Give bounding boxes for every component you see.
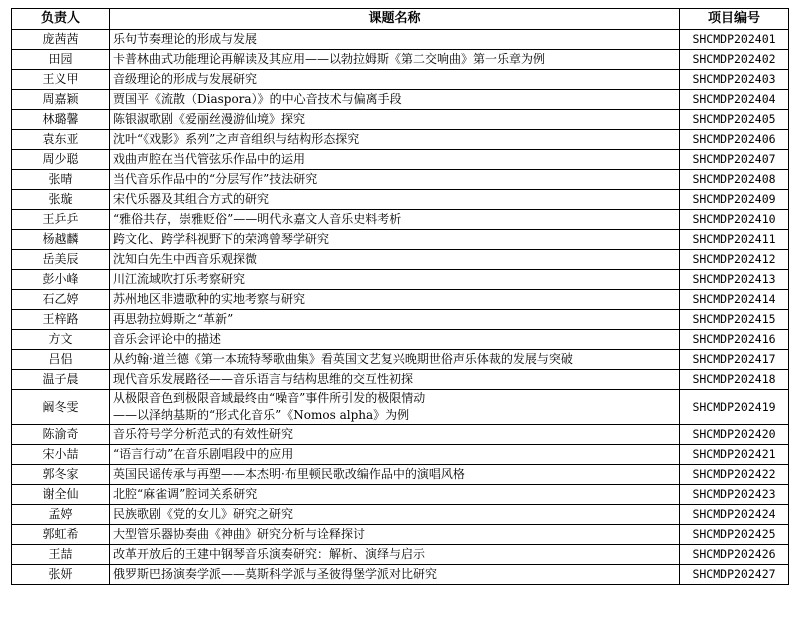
cell-code: SHCMDP202421 [680, 445, 789, 465]
table-row [12, 390, 789, 425]
cell-code: SHCMDP202412 [680, 250, 789, 270]
cell-code: SHCMDP202415 [680, 310, 789, 330]
cell-title: 北腔“麻雀调”腔词关系研究 [110, 485, 680, 505]
cell-title: 宋代乐器及其组合方式的研究 [110, 190, 680, 210]
cell-name: 宋小喆 [12, 445, 110, 465]
table-body [12, 30, 789, 585]
cell-code: SHCMDP202424 [680, 505, 789, 525]
cell-title: 苏州地区非遗歌种的实地考察与研究 [110, 290, 680, 310]
cell-name: 吕侣 [12, 350, 110, 370]
project-table [11, 8, 789, 585]
cell-name: 周少聪 [12, 150, 110, 170]
header-row [12, 9, 789, 30]
table-row [12, 425, 789, 445]
table-row [12, 565, 789, 585]
cell-title: 沈知白先生中西音乐观探微 [110, 250, 680, 270]
cell-name: 林璐馨 [12, 110, 110, 130]
cell-title: 跨文化、跨学科视野下的荣鸿曾琴学研究 [110, 230, 680, 250]
table-row [12, 445, 789, 465]
cell-title: 改革开放后的王建中钢琴音乐演奏研究：解析、演绎与启示 [110, 545, 680, 565]
table-row [12, 465, 789, 485]
table-row [12, 230, 789, 250]
cell-title: 贾国平《流散（Diaspora）》的中心音技术与偏离手段 [110, 90, 680, 110]
table-row [12, 90, 789, 110]
cell-code: SHCMDP202403 [680, 70, 789, 90]
table-row [12, 210, 789, 230]
cell-code: SHCMDP202402 [680, 50, 789, 70]
cell-title: 民族歌剧《党的女儿》研究之研究 [110, 505, 680, 525]
table-row [12, 310, 789, 330]
table-row [12, 485, 789, 505]
cell-title: 陈银淑歌剧《爱丽丝漫游仙境》探究 [110, 110, 680, 130]
cell-code: SHCMDP202422 [680, 465, 789, 485]
table-row [12, 170, 789, 190]
table-row [12, 370, 789, 390]
cell-title: 大型管乐器协奏曲《神曲》研究分析与诠释探讨 [110, 525, 680, 545]
cell-title: 卡普林曲式功能理论再解读及其应用——以勃拉姆斯《第二交响曲》第一乐章为例 [110, 50, 680, 70]
header-name: 负责人 [12, 9, 110, 30]
cell-code: SHCMDP202410 [680, 210, 789, 230]
cell-code: SHCMDP202406 [680, 130, 789, 150]
cell-name: 郭冬家 [12, 465, 110, 485]
cell-code: SHCMDP202411 [680, 230, 789, 250]
table-row [12, 30, 789, 50]
cell-code: SHCMDP202404 [680, 90, 789, 110]
table-row [12, 505, 789, 525]
table-row [12, 150, 789, 170]
cell-name: 郭虹希 [12, 525, 110, 545]
table-row [12, 130, 789, 150]
cell-name: 王义甲 [12, 70, 110, 90]
cell-name: 谢全仙 [12, 485, 110, 505]
cell-code: SHCMDP202423 [680, 485, 789, 505]
cell-name: 岳美辰 [12, 250, 110, 270]
cell-title: 音乐会评论中的描述 [110, 330, 680, 350]
cell-title: 从约翰·道兰德《第一本琉特琴歌曲集》看英国文艺复兴晚期世俗声乐体裁的发展与突破 [110, 350, 680, 370]
cell-name: 孟婷 [12, 505, 110, 525]
cell-title: 乐句节奏理论的形成与发展 [110, 30, 680, 50]
table-row [12, 70, 789, 90]
table-row [12, 330, 789, 350]
cell-name: 杨越麟 [12, 230, 110, 250]
header-title: 课题名称 [110, 9, 680, 30]
cell-code: SHCMDP202407 [680, 150, 789, 170]
cell-title: 英国民谣传承与再塑——本杰明·布里顿民歌改编作品中的演唱风格 [110, 465, 680, 485]
cell-code: SHCMDP202401 [680, 30, 789, 50]
cell-code: SHCMDP202426 [680, 545, 789, 565]
cell-title: 再思勃拉姆斯之“革新” [110, 310, 680, 330]
cell-code: SHCMDP202405 [680, 110, 789, 130]
cell-name: 张晴 [12, 170, 110, 190]
table-row [12, 250, 789, 270]
table-row [12, 110, 789, 130]
cell-name: 陈渝奇 [12, 425, 110, 445]
table-row [12, 525, 789, 545]
cell-name: 袁东亚 [12, 130, 110, 150]
cell-name: 王喆 [12, 545, 110, 565]
cell-title: “语言行动”在音乐剧唱段中的应用 [110, 445, 680, 465]
cell-title: 音乐符号学分析范式的有效性研究 [110, 425, 680, 445]
table-row [12, 270, 789, 290]
cell-title-line: 从极限音色到极限音域最终由“噪音”事件所引发的极限情动 [113, 391, 426, 405]
cell-code: SHCMDP202419 [680, 390, 789, 425]
table-row [12, 290, 789, 310]
table-row [12, 350, 789, 370]
cell-code: SHCMDP202427 [680, 565, 789, 585]
cell-name: 张璇 [12, 190, 110, 210]
cell-name: 王乒乒 [12, 210, 110, 230]
cell-name: 周嘉颖 [12, 90, 110, 110]
cell-name: 王梓路 [12, 310, 110, 330]
cell-name: 田园 [12, 50, 110, 70]
cell-title: 俄罗斯巴扬演奏学派——莫斯科学派与圣彼得堡学派对比研究 [110, 565, 680, 585]
cell-title: 音级理论的形成与发展研究 [110, 70, 680, 90]
cell-title: 当代音乐作品中的“分层写作”技法研究 [110, 170, 680, 190]
cell-code: SHCMDP202417 [680, 350, 789, 370]
cell-name: 彭小峰 [12, 270, 110, 290]
cell-code: SHCMDP202416 [680, 330, 789, 350]
cell-name: 石乙婷 [12, 290, 110, 310]
cell-name: 温子晨 [12, 370, 110, 390]
table-row [12, 545, 789, 565]
cell-title: 沈叶“《戏影》系列”之声音组织与结构形态探究 [110, 130, 680, 150]
cell-title [110, 390, 680, 425]
cell-title: “雅俗共存，崇雅贬俗”——明代永嘉文人音乐史料考析 [110, 210, 680, 230]
cell-code: SHCMDP202418 [680, 370, 789, 390]
cell-name: 方文 [12, 330, 110, 350]
cell-code: SHCMDP202414 [680, 290, 789, 310]
header-code: 项目编号 [680, 9, 789, 30]
table-row [12, 50, 789, 70]
cell-name: 张妍 [12, 565, 110, 585]
cell-name: 庞茜茜 [12, 30, 110, 50]
cell-title: 现代音乐发展路径——音乐语言与结构思维的交互性初探 [110, 370, 680, 390]
cell-code: SHCMDP202425 [680, 525, 789, 545]
cell-code: SHCMDP202409 [680, 190, 789, 210]
cell-title-line: ——以泽纳基斯的“形式化音乐”《Nomos alpha》为例 [113, 408, 410, 422]
cell-title: 川江流域吹打乐考察研究 [110, 270, 680, 290]
cell-code: SHCMDP202413 [680, 270, 789, 290]
cell-code: SHCMDP202408 [680, 170, 789, 190]
cell-title: 戏曲声腔在当代管弦乐作品中的运用 [110, 150, 680, 170]
table-row [12, 190, 789, 210]
cell-name: 阚冬雯 [12, 390, 110, 425]
cell-code: SHCMDP202420 [680, 425, 789, 445]
